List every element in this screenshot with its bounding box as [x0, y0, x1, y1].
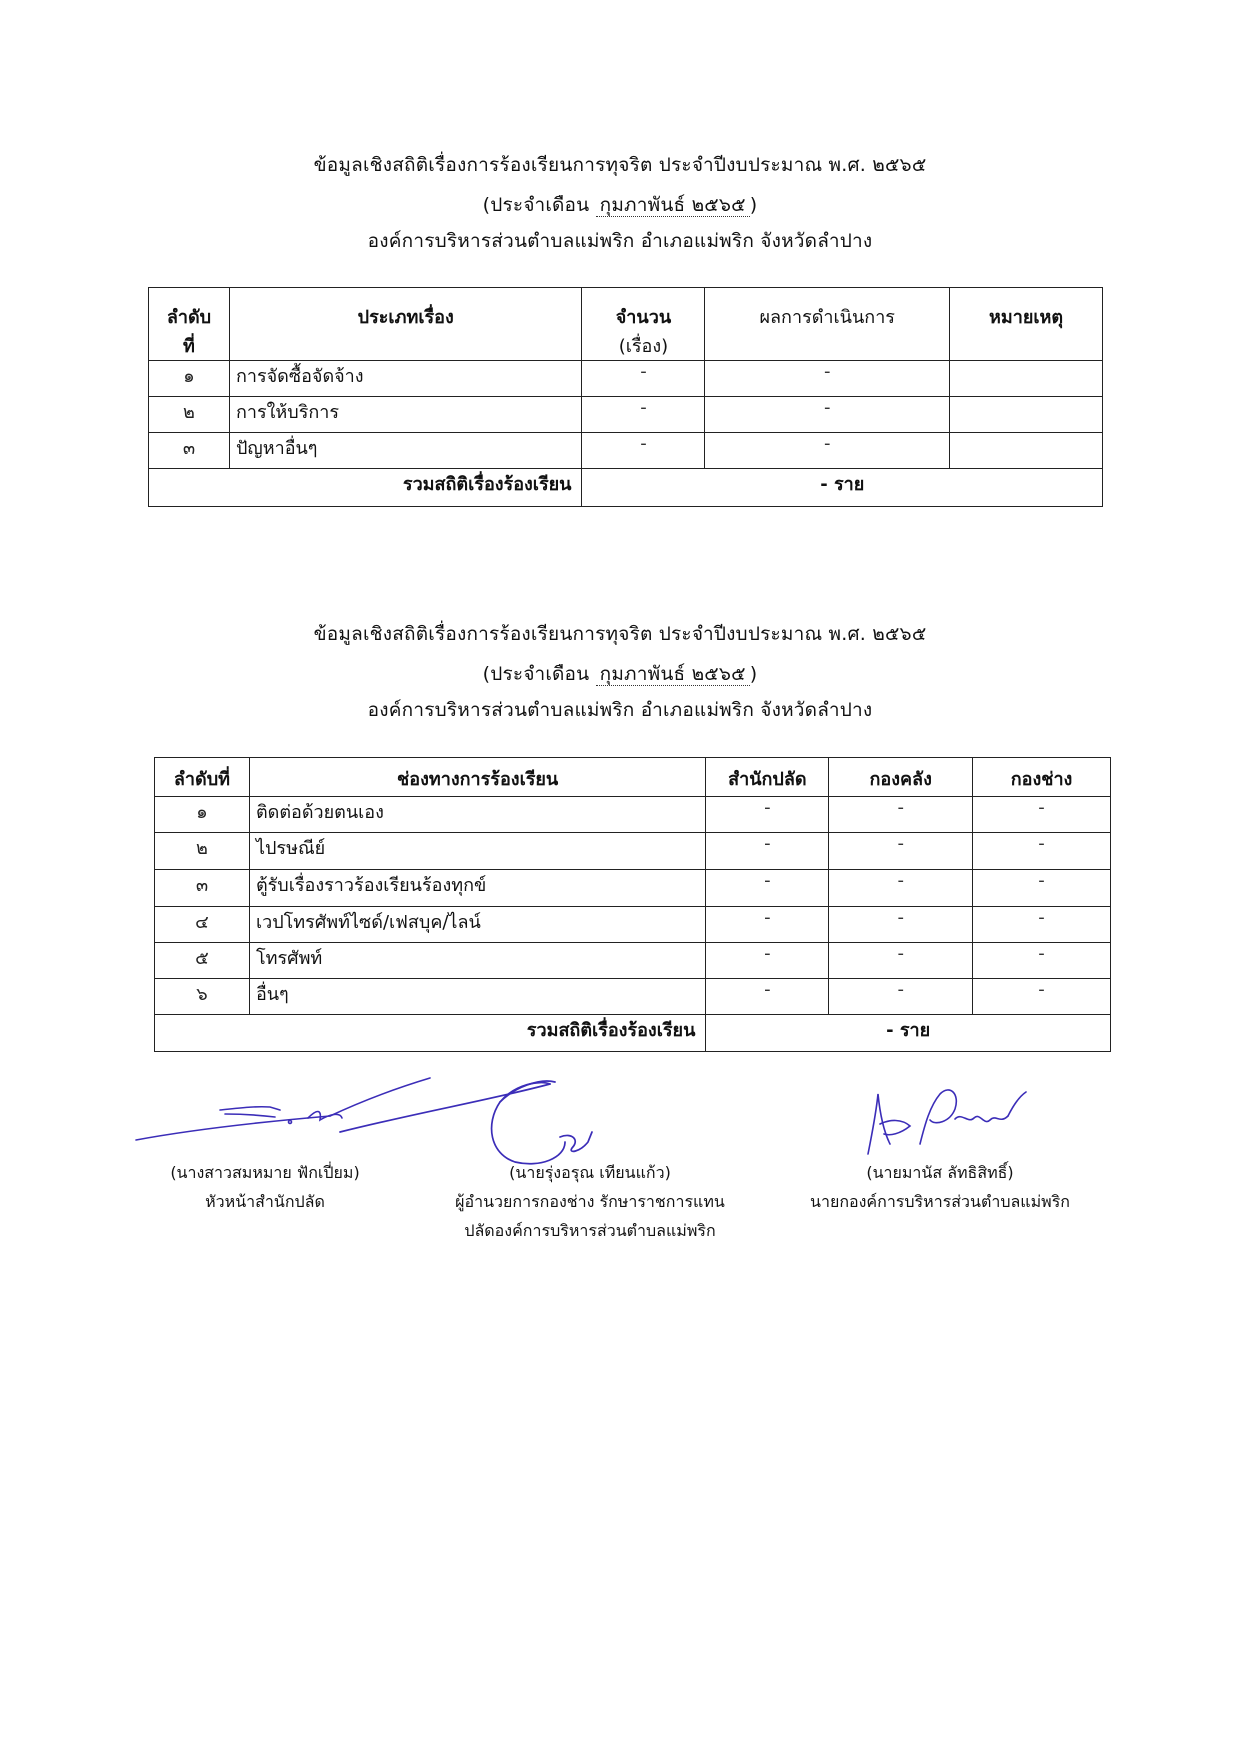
table-row: [155, 870, 1111, 907]
header-finance: กองคลัง: [829, 758, 973, 797]
table-row: [155, 797, 1111, 833]
row-office: -: [706, 943, 829, 979]
table-row: [155, 833, 1111, 870]
table-row: [155, 907, 1111, 943]
row-count: -: [582, 397, 705, 433]
table-row: [149, 361, 1103, 397]
total-value: - ราย: [706, 1015, 1111, 1052]
row-count: -: [582, 361, 705, 397]
row-type: การให้บริการ: [229, 397, 582, 433]
row-channel: อื่นๆ: [249, 979, 705, 1015]
header-count-line2: (เรื่อง): [618, 336, 669, 357]
row-no: ๑: [149, 361, 230, 397]
row-channel: โทรศัพท์: [249, 943, 705, 979]
row-no: ๒: [155, 833, 250, 870]
signature-block-1: [130, 1158, 400, 1216]
header-note: หมายเหตุ: [950, 288, 1103, 361]
total-row: [155, 1015, 1111, 1052]
table-row: [149, 433, 1103, 469]
table-row: [155, 943, 1111, 979]
month-suffix: ): [749, 194, 758, 216]
row-finance: -: [829, 833, 973, 870]
row-note: [950, 361, 1103, 397]
signer-3-name: (นายมานัส ลัทธิสิทธิ์): [866, 1163, 1014, 1182]
row-finance: -: [829, 943, 973, 979]
row-result: -: [705, 361, 950, 397]
table-row: [149, 397, 1103, 433]
row-engineering: -: [973, 943, 1111, 979]
header-channel: ช่องทางการร้องเรียน: [249, 758, 705, 797]
row-no: ๑: [155, 797, 250, 833]
header-result: ผลการดำเนินการ: [705, 288, 950, 361]
month-value: กุมภาพันธ์ ๒๕๖๕: [596, 663, 750, 686]
total-label: รวมสถิติเรื่องร้องเรียน: [149, 469, 582, 507]
header-no-line2: ที่: [183, 336, 195, 357]
signer-2-name: (นายรุ่งอรุณ เทียนแก้ว): [509, 1163, 671, 1182]
row-type: ปัญหาอื่นๆ: [229, 433, 582, 469]
table-row: [155, 979, 1111, 1015]
row-office: -: [706, 870, 829, 907]
row-engineering: -: [973, 870, 1111, 907]
section1-title: ข้อมูลเชิงสถิติเรื่องการร้องเรียนการทุจริต ประจำปีงบประมาณ พ.ศ. ๒๕๖๕: [313, 154, 927, 176]
row-result: -: [705, 397, 950, 433]
section2-month-line: [0, 659, 1240, 689]
month-suffix: ): [749, 663, 758, 685]
signer-1-name: (นางสาวสมหมาย ฟักเปี่ยม): [170, 1163, 360, 1182]
signature-block-3: [790, 1158, 1090, 1216]
header-engineering: กองช่าง: [973, 758, 1111, 797]
signature-3-ink: [850, 1064, 1030, 1164]
row-engineering: -: [973, 833, 1111, 870]
signature-2-ink: [340, 1062, 660, 1172]
row-channel: ตู้รับเรื่องราวร้องเรียนร้องทุกข์: [249, 870, 705, 907]
row-no: ๔: [155, 907, 250, 943]
signer-2-position-line2: ปลัดองค์การบริหารส่วนตำบลแม่พริก: [464, 1221, 716, 1240]
row-type: การจัดซื้อจัดจ้าง: [229, 361, 582, 397]
row-channel: ติดต่อด้วยตนเอง: [249, 797, 705, 833]
header-no: ลำดับที่: [155, 758, 250, 797]
row-no: ๓: [155, 870, 250, 907]
signature-block-2: [420, 1158, 760, 1245]
section1-month-line: [0, 190, 1240, 220]
row-finance: -: [829, 797, 973, 833]
row-note: [950, 433, 1103, 469]
row-office: -: [706, 797, 829, 833]
section2-title: ข้อมูลเชิงสถิติเรื่องการร้องเรียนการทุจริต ประจำปีงบประมาณ พ.ศ. ๒๕๖๕: [313, 623, 927, 645]
row-office: -: [706, 979, 829, 1015]
table-header-row: [149, 288, 1103, 361]
header-type: ประเภทเรื่อง: [229, 288, 582, 361]
header-no-line1: ลำดับ: [166, 307, 212, 328]
signer-2-position: ผู้อำนวยการกองช่าง รักษาราชการแทน: [455, 1192, 725, 1211]
row-engineering: -: [973, 797, 1111, 833]
header-no: [149, 288, 230, 361]
table-header-row: [155, 758, 1111, 797]
complaint-type-table: [148, 287, 1103, 507]
row-finance: -: [829, 907, 973, 943]
row-office: -: [706, 907, 829, 943]
section1-org: องค์การบริหารส่วนตำบลแม่พริก อำเภอแม่พริก จังหวัดลำปาง: [367, 230, 873, 252]
row-no: ๒: [149, 397, 230, 433]
month-value: กุมภาพันธ์ ๒๕๖๕: [596, 194, 750, 217]
row-finance: -: [829, 979, 973, 1015]
row-engineering: -: [973, 979, 1111, 1015]
month-prefix: (ประจำเดือน: [482, 194, 590, 216]
total-value: - ราย: [582, 469, 1103, 507]
row-no: ๕: [155, 943, 250, 979]
row-note: [950, 397, 1103, 433]
signer-1-position: หัวหน้าสำนักปลัด: [205, 1192, 325, 1211]
row-count: -: [582, 433, 705, 469]
signer-3-position: นายกองค์การบริหารส่วนตำบลแม่พริก: [810, 1192, 1070, 1211]
header-count-line1: จำนวน: [615, 307, 672, 328]
row-no: ๓: [149, 433, 230, 469]
complaint-channel-table: [154, 757, 1111, 1052]
row-office: -: [706, 833, 829, 870]
row-engineering: -: [973, 907, 1111, 943]
section2-org: องค์การบริหารส่วนตำบลแม่พริก อำเภอแม่พริก จังหวัดลำปาง: [367, 699, 873, 721]
total-label: รวมสถิติเรื่องร้องเรียน: [155, 1015, 706, 1052]
total-row: [149, 469, 1103, 507]
row-channel: ไปรษณีย์: [249, 833, 705, 870]
header-count: [582, 288, 705, 361]
row-result: -: [705, 433, 950, 469]
row-channel: เวปโทรศัพท์ไซด์/เฟสบุค/ไลน์: [249, 907, 705, 943]
row-finance: -: [829, 870, 973, 907]
header-office: สำนักปลัด: [706, 758, 829, 797]
month-prefix: (ประจำเดือน: [482, 663, 590, 685]
row-no: ๖: [155, 979, 250, 1015]
